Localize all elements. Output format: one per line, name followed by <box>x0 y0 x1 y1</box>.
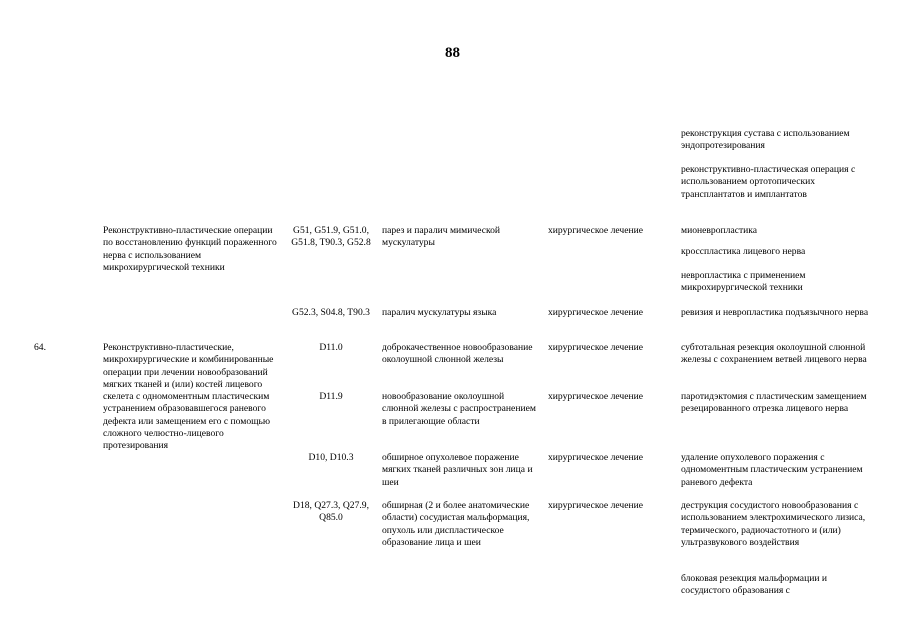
method-cell: деструкция сосудистого новообразования с использованием электрохимического лизиса, термического, радиочастотного и (или) ультразвукового воздействия <box>681 500 866 548</box>
method-cell: блоковая резекция мальформации и сосудистого образования с <box>681 573 828 597</box>
icd-codes: G52.3, S04.8, T90.3 <box>292 307 370 318</box>
method-cell: удаление опухолевого поражения с одномоментным пластическим устранением раневого дефекта <box>681 452 863 488</box>
method-cell: паротидэктомия с пластическим замещением резецированного отрезка лицевого нерва <box>681 391 867 415</box>
method-cell: реконструкция сустава с использованием эндопротезирования <box>681 128 850 152</box>
treatment-type: хирургическое лечение <box>548 452 644 463</box>
method-cell: ревизия и невропластика подъязычного нерва <box>681 307 869 318</box>
treatment-type: хирургическое лечение <box>548 500 644 511</box>
page-number: 88 <box>445 45 460 61</box>
patient-model: обширное опухолевое поражение мягких тканей различных зон лица и шеи <box>382 452 533 488</box>
patient-model: паралич мускулатуры языка <box>382 307 497 318</box>
method-cell: реконструктивно-пластическая операция с использованием ортотопических трансплантатов и имплантатов <box>681 164 856 200</box>
treatment-type: хирургическое лечение <box>548 391 644 402</box>
procedure-name: Реконструктивно-пластические, микрохирургические и комбинированные операции при лечении новообразований мягких тканей и (или) костей лицевого скелета с одномоментным пластическим устранением образовавшегося раневого дефекта или замещением его с помощью сложного челюстно-лицевого протезирования <box>103 342 274 452</box>
icd-codes: G51, G51.9, G51.0, G51.8, T90.3, G52.8 <box>291 225 371 249</box>
icd-codes: D10, D10.3 <box>308 452 354 463</box>
treatment-type: хирургическое лечение <box>548 342 644 353</box>
icd-codes: D11.9 <box>319 391 343 402</box>
treatment-type: хирургическое лечение <box>548 307 644 318</box>
treatment-type: хирургическое лечение <box>548 225 644 236</box>
row-number: 64. <box>34 342 46 353</box>
patient-model: парез и паралич мимической мускулатуры <box>382 225 501 249</box>
method-cell: мионевропластика <box>681 225 758 236</box>
patient-model: новообразование околоушной слюнной железы с распространением в прилегающие области <box>382 391 536 427</box>
method-cell: субтотальная резекция околоушной слюнной железы с сохранением ветвей лицевого нерва <box>681 342 867 366</box>
method-cell: невропластика с применением микрохирургической техники <box>681 270 806 294</box>
icd-codes: D18, Q27.3, Q27.9, Q85.0 <box>293 500 369 524</box>
icd-codes: D11.0 <box>319 342 343 353</box>
patient-model: доброкачественное новообразование околоушной слюнной железы <box>382 342 533 366</box>
procedure-name: Реконструктивно-пластические операции по восстановлению функций пораженного нерва с использованием микрохирургической техники <box>103 225 277 273</box>
method-cell: кросспластика лицевого нерва <box>681 246 806 257</box>
patient-model: обширная (2 и более анатомические области) сосудистая мальформация, опухоль или диспластическое образование лица и шеи <box>382 500 530 548</box>
